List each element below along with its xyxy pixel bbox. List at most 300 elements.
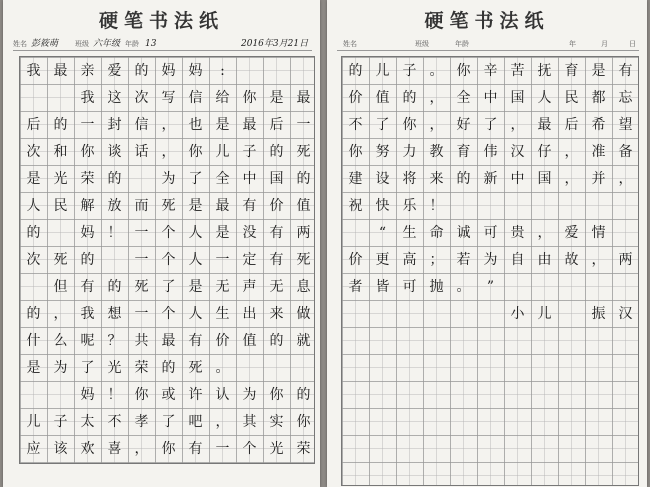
grid-cell: 妈	[80, 224, 95, 241]
grid-cell: ，	[591, 251, 606, 268]
grid-cell: 写	[161, 89, 176, 106]
grid-cell: 最	[53, 62, 68, 79]
grid-cell: 两	[618, 251, 633, 268]
right-calligraphy-sheet	[327, 0, 647, 487]
grid-cell: 你	[269, 386, 284, 403]
grid-cell: 有	[188, 332, 203, 349]
grid-cell	[450, 327, 477, 354]
grid-cell: 最	[161, 332, 176, 349]
grid-cell: 人	[537, 89, 552, 106]
grid-cell: 值	[242, 332, 257, 349]
grid-cell	[585, 354, 612, 381]
grid-cell: 呢	[80, 332, 95, 349]
grid-cell: 故	[564, 251, 579, 268]
grid-cell: 由	[537, 251, 552, 268]
grid-cell: 实	[269, 413, 284, 430]
grid-cell: 信	[134, 116, 149, 133]
grid-cell	[504, 273, 531, 300]
grid-row	[20, 57, 314, 84]
grid-cell	[369, 300, 396, 327]
grid-cell: ，	[429, 116, 444, 133]
name-label: 姓名	[13, 40, 27, 48]
grid-cell	[531, 408, 558, 435]
grid-cell: 来	[429, 170, 444, 187]
grid-cell: 人	[188, 251, 203, 268]
grid-cell: 你	[242, 89, 257, 106]
grid-row	[342, 354, 638, 381]
grid-row	[342, 111, 638, 138]
grid-cell: 后	[26, 116, 41, 133]
grid-cell: 有	[242, 197, 257, 214]
grid-cell: 备	[618, 143, 633, 160]
grid-cell	[47, 84, 74, 111]
grid-cell: 喜	[107, 440, 122, 457]
grid-cell	[369, 381, 396, 408]
grid-cell	[396, 300, 423, 327]
age-value: 13	[145, 39, 157, 49]
grid-row	[20, 246, 314, 273]
grid-cell: 力	[402, 143, 417, 160]
grid-cell: 皆	[375, 278, 390, 295]
grid-cell: 个	[242, 440, 257, 457]
grid-cell	[558, 354, 585, 381]
grid-row	[20, 111, 314, 138]
grid-cell: 一	[134, 224, 149, 241]
grid-row	[20, 354, 314, 381]
grid-row	[20, 435, 314, 462]
grid-cell: 放	[107, 197, 122, 214]
grid-cell	[342, 408, 369, 435]
grid-cell: 准	[591, 143, 606, 160]
grid-cell	[612, 192, 639, 219]
grid-cell	[263, 57, 290, 84]
grid-cell	[423, 435, 450, 462]
grid-cell: 该	[53, 440, 68, 457]
grid-cell	[477, 435, 504, 462]
grid-cell: “	[378, 224, 387, 241]
grid-cell	[504, 408, 531, 435]
grid-cell: 儿	[375, 62, 390, 79]
grid-cell	[612, 381, 639, 408]
grid-cell	[531, 435, 558, 462]
grid-cell: 光	[107, 359, 122, 376]
grid-cell	[558, 192, 585, 219]
grid-cell: 认	[215, 386, 230, 403]
grid-cell	[612, 408, 639, 435]
grid-row	[342, 219, 638, 246]
grid-cell: 一	[215, 251, 230, 268]
grid-cell	[20, 381, 47, 408]
grid-cell	[450, 435, 477, 462]
grid-row	[342, 408, 638, 435]
grid-cell: 这	[107, 89, 122, 106]
grid-cell	[585, 408, 612, 435]
grid-cell: 你	[161, 440, 176, 457]
sheet-header-fields	[13, 36, 312, 50]
grid-cell: 一	[296, 116, 311, 133]
grid-cell	[558, 327, 585, 354]
grid-cell: 生	[402, 224, 417, 241]
age-label: 年龄	[125, 40, 139, 48]
grid-cell	[450, 300, 477, 327]
age-label: 年龄	[455, 40, 469, 48]
grid-cell	[504, 354, 531, 381]
grid-cell: 出	[242, 305, 257, 322]
grid-cell: 为	[161, 170, 176, 187]
grid-cell: 而	[134, 197, 149, 214]
grid-cell: 死	[134, 278, 149, 295]
grid-cell	[477, 327, 504, 354]
grid-cell: 我	[80, 89, 95, 106]
grid-cell: ？	[107, 332, 122, 349]
grid-cell: 若	[456, 251, 471, 268]
grid-cell: 忘	[618, 89, 633, 106]
grid-cell: 有	[188, 440, 203, 457]
grid-cell: 其	[242, 413, 257, 430]
grid-cell: 最	[242, 116, 257, 133]
grid-cell: 死	[161, 197, 176, 214]
grid-cell: 欢	[80, 440, 95, 457]
grid-cell	[504, 381, 531, 408]
grid-cell: 了	[375, 116, 390, 133]
grid-cell: 息	[296, 278, 311, 295]
grid-cell: ，	[564, 143, 579, 160]
grid-cell: 苦	[510, 62, 525, 79]
grid-cell: 人	[188, 305, 203, 322]
grid-cell: 子	[242, 143, 257, 160]
grid-cell	[369, 327, 396, 354]
grid-cell: 都	[591, 89, 606, 106]
grid-cell	[342, 354, 369, 381]
grid-cell	[585, 435, 612, 462]
grid-cell: 的	[296, 386, 311, 403]
grid-cell: 抛	[429, 278, 444, 295]
grid-cell: 价	[348, 89, 363, 106]
grid-cell	[423, 300, 450, 327]
grid-cell: 个	[161, 305, 176, 322]
grid-cell: :	[220, 62, 225, 79]
grid-cell: 伟	[483, 143, 498, 160]
grid-cell: 努	[375, 143, 390, 160]
grid-cell: 者	[348, 278, 363, 295]
grid-cell	[558, 300, 585, 327]
grid-cell	[612, 327, 639, 354]
grid-cell: 抚	[537, 62, 552, 79]
grid-cell: 封	[107, 116, 122, 133]
grid-cell: 的	[26, 305, 41, 322]
grid-cell: 一	[215, 440, 230, 457]
grid-cell: 贵	[510, 224, 525, 241]
grid-cell: 光	[269, 440, 284, 457]
grid-cell: 也	[188, 116, 203, 133]
grid-row	[20, 84, 314, 111]
grid-cell: 新	[483, 170, 498, 187]
grid-cell: 个	[161, 224, 176, 241]
grid-cell: 次	[134, 89, 149, 106]
grid-row	[20, 165, 314, 192]
grid-cell: 的	[296, 170, 311, 187]
grid-cell	[477, 354, 504, 381]
writing-grid-right	[341, 56, 639, 486]
grid-cell: 个	[161, 251, 176, 268]
grid-cell	[396, 435, 423, 462]
grid-cell: 了	[483, 116, 498, 133]
grid-row	[342, 381, 638, 408]
grid-cell: 是	[269, 89, 284, 106]
grid-cell: 是	[26, 170, 41, 187]
grid-cell: 你	[348, 143, 363, 160]
grid-row	[342, 84, 638, 111]
grid-cell: 民	[564, 89, 579, 106]
grid-cell: 最	[537, 116, 552, 133]
grid-cell: 中	[510, 170, 525, 187]
sheet-title: 硬笔书法纸	[424, 10, 550, 32]
grid-cell: 为	[483, 251, 498, 268]
grid-cell	[450, 381, 477, 408]
grid-cell: 小	[510, 305, 525, 322]
grid-cell	[477, 300, 504, 327]
grid-cell: 荣	[80, 170, 95, 187]
grid-cell: ，	[618, 170, 633, 187]
grid-cell: ”	[486, 278, 495, 295]
grid-cell: 的	[134, 62, 149, 79]
grid-cell	[450, 408, 477, 435]
grid-cell: 有	[80, 278, 95, 295]
grid-cell	[450, 192, 477, 219]
grid-cell: 光	[53, 170, 68, 187]
grid-cell	[128, 165, 155, 192]
grid-cell	[531, 273, 558, 300]
grid-row	[342, 246, 638, 273]
grid-cell	[450, 354, 477, 381]
grid-cell	[369, 354, 396, 381]
grid-cell	[47, 219, 74, 246]
grid-cell: 人	[26, 197, 41, 214]
grid-cell: 没	[242, 224, 257, 241]
grid-cell: 的	[107, 170, 122, 187]
grid-cell: 亲	[80, 62, 95, 79]
grid-cell: 教	[429, 143, 444, 160]
grid-cell	[101, 246, 128, 273]
grid-cell: ，	[510, 116, 525, 133]
grid-cell: 好	[456, 116, 471, 133]
grid-cell: ！	[107, 224, 122, 241]
grid-cell	[477, 381, 504, 408]
grid-cell	[423, 327, 450, 354]
grid-cell: ，	[429, 89, 444, 106]
grid-cell: 话	[134, 143, 149, 160]
grid-row	[20, 408, 314, 435]
sheet-header-fields	[337, 36, 639, 50]
grid-cell: 为	[242, 386, 257, 403]
grid-cell: 想	[107, 305, 122, 322]
grid-cell	[47, 381, 74, 408]
grid-cell: 的	[161, 359, 176, 376]
grid-cell: ；	[429, 251, 444, 268]
grid-cell: ，	[537, 224, 552, 241]
grid-cell: 是	[188, 197, 203, 214]
grid-cell: 国	[269, 170, 284, 187]
grid-cell: 你	[296, 413, 311, 430]
day-label: 日	[629, 40, 636, 48]
grid-row	[20, 219, 314, 246]
grid-cell: 中	[242, 170, 257, 187]
grid-cell: 孝	[134, 413, 149, 430]
writing-grid-left	[19, 56, 315, 464]
grid-cell: 。	[429, 62, 444, 79]
grid-cell	[20, 84, 47, 111]
grid-cell: 建	[348, 170, 363, 187]
grid-cell: 的	[107, 278, 122, 295]
grid-cell: 定	[242, 251, 257, 268]
grid-cell: 儿	[537, 305, 552, 322]
grid-cell	[396, 381, 423, 408]
grid-cell	[396, 408, 423, 435]
grid-cell: 更	[375, 251, 390, 268]
grid-cell: 和	[53, 143, 68, 160]
grid-cell: 乐	[402, 197, 417, 214]
grid-cell: 无	[269, 278, 284, 295]
grid-cell	[263, 354, 290, 381]
sheet-title: 硬笔书法纸	[98, 10, 224, 32]
grid-cell: 的	[269, 143, 284, 160]
grid-cell: 次	[26, 251, 41, 268]
grid-cell: ，	[53, 305, 68, 322]
grid-cell: 值	[296, 197, 311, 214]
grid-cell: 爱	[564, 224, 579, 241]
grid-cell: 国	[510, 89, 525, 106]
grid-cell: 人	[188, 224, 203, 241]
grid-cell: 仔	[537, 143, 552, 160]
year-label: 年	[569, 40, 576, 48]
grid-cell: 。	[215, 359, 230, 376]
grid-cell: 有	[269, 224, 284, 241]
grid-cell	[20, 273, 47, 300]
grid-cell: 不	[107, 413, 122, 430]
grid-cell: 命	[429, 224, 444, 241]
grid-cell	[342, 219, 369, 246]
grid-cell: 儿	[215, 143, 230, 160]
grid-cell: 情	[591, 224, 606, 241]
grid-cell: 有	[269, 251, 284, 268]
grid-cell: 信	[188, 89, 203, 106]
grid-row	[342, 57, 638, 84]
grid-cell: 你	[402, 116, 417, 133]
grid-cell	[531, 354, 558, 381]
grid-cell	[342, 327, 369, 354]
grid-cell: 价	[215, 332, 230, 349]
grid-cell	[558, 408, 585, 435]
grid-cell: 应	[26, 440, 41, 457]
grid-cell: 无	[215, 278, 230, 295]
grid-cell: 是	[215, 224, 230, 241]
grid-cell: 什	[26, 332, 41, 349]
grid-cell: 一	[134, 251, 149, 268]
grid-cell: 但	[53, 278, 68, 295]
grid-cell: 你	[134, 386, 149, 403]
grid-cell: 的	[53, 116, 68, 133]
grid-cell: 妈	[188, 62, 203, 79]
grid-cell: ，	[215, 413, 230, 430]
grid-cell	[423, 354, 450, 381]
grid-row	[342, 165, 638, 192]
grid-cell: 吧	[188, 413, 203, 430]
grid-cell: 的	[402, 89, 417, 106]
date-value: 2016年3月21日	[241, 39, 309, 49]
grid-cell	[612, 219, 639, 246]
grid-cell: 儿	[26, 413, 41, 430]
grid-row	[342, 192, 638, 219]
grid-cell	[558, 435, 585, 462]
class-value: 六年级	[93, 39, 121, 49]
grid-cell: 一	[134, 305, 149, 322]
grid-cell: 妈	[161, 62, 176, 79]
grid-row	[20, 327, 314, 354]
grid-cell: 一	[80, 116, 95, 133]
grid-row	[342, 300, 638, 327]
grid-cell: 了	[188, 170, 203, 187]
grid-cell: 就	[296, 332, 311, 349]
grid-cell: 祝	[348, 197, 363, 214]
grid-cell: 希	[591, 116, 606, 133]
grid-row	[342, 138, 638, 165]
grid-row	[342, 435, 638, 462]
grid-cell: 做	[296, 305, 311, 322]
grid-cell: ！	[107, 386, 122, 403]
grid-cell: 设	[375, 170, 390, 187]
grid-cell: 共	[134, 332, 149, 349]
grid-cell	[369, 435, 396, 462]
grid-cell: 是	[215, 116, 230, 133]
grid-cell: 最	[296, 89, 311, 106]
grid-cell: 你	[188, 143, 203, 160]
grid-cell	[342, 435, 369, 462]
grid-cell: 国	[537, 170, 552, 187]
grid-cell: 育	[564, 62, 579, 79]
grid-cell: 为	[53, 359, 68, 376]
grid-cell: 辛	[483, 62, 498, 79]
grid-cell	[531, 327, 558, 354]
grid-cell	[290, 57, 317, 84]
grid-cell	[558, 273, 585, 300]
grid-cell	[342, 381, 369, 408]
class-label: 班级	[75, 40, 89, 48]
grid-cell: 或	[161, 386, 176, 403]
grid-cell: 后	[269, 116, 284, 133]
grid-cell	[612, 354, 639, 381]
grid-cell: 不	[348, 116, 363, 133]
grid-cell: 汉	[618, 305, 633, 322]
grid-cell	[396, 354, 423, 381]
header-rule	[13, 50, 312, 51]
grid-cell: ！	[429, 197, 444, 214]
grid-cell: 全	[215, 170, 230, 187]
left-calligraphy-sheet	[3, 0, 320, 487]
grid-cell: 的	[80, 251, 95, 268]
grid-cell: 振	[591, 305, 606, 322]
grid-cell: ，	[564, 170, 579, 187]
grid-cell	[236, 354, 263, 381]
grid-cell	[558, 381, 585, 408]
grid-cell: 快	[375, 197, 390, 214]
grid-cell: 是	[591, 62, 606, 79]
grid-cell	[396, 327, 423, 354]
grid-cell	[477, 408, 504, 435]
grid-cell: 诚	[456, 224, 471, 241]
grid-cell: 并	[591, 170, 606, 187]
grid-cell: 次	[26, 143, 41, 160]
grid-cell	[531, 381, 558, 408]
